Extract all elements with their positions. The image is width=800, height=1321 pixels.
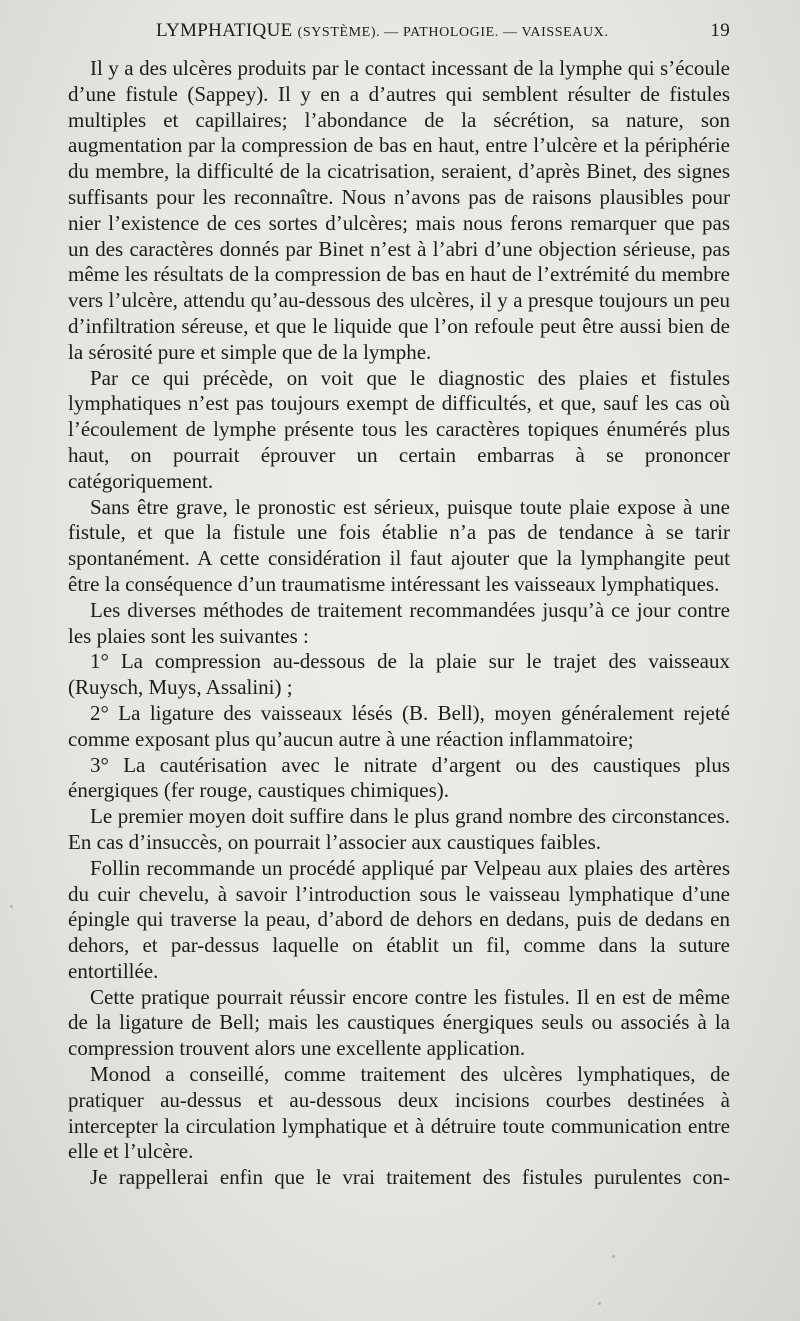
paragraph-ulceres: Il y a des ulcères produits par le contact incessant de la lymphe qui s’écoule d’une fistule (Sappey). Il y en a d’autres qui semblent résulter de fistules multiples et capillaires; l’abondance de la sécrétion, sa nature, son augmentation par la compression de bas en haut, entre l’ulcère et la périphérie du membre, la difficulté de la cicatrisation, seraient, d’après Binet, des signes suffisants pour les reconnaître. Nous n’avons pas de raisons plausibles pour nier l’existence de ces sortes d’ulcères; mais nous ferons remarquer que pas un des caractères donnés par Binet n’est à l’abri d’une objection sérieuse, pas même les résultats de la compression de bas en haut de l’extrémité du membre vers l’ulcère, attendu qu’au-dessous des ulcères, il y a presque toujours un peu d’infiltration séreuse, et que le liquide que l’on refoule peut être aussi bien de la sérosité pure et simple que de la lymphe.	[68, 56, 730, 364]
page-number: 19	[710, 20, 730, 41]
paragraph-methode-compression: 1° La compression au-dessous de la plaie sur le trajet des vaisseaux (Ruysch, Muys, Assalini) ;	[68, 649, 730, 700]
paper-speck	[612, 1255, 615, 1258]
paragraph-traitement-fistules: Je rappellerai enfin que le vrai traitement des fistules purulentes con-	[90, 1165, 730, 1190]
paragraph-pronostic: Sans être grave, le pronostic est sérieux, puisque toute plaie expose à une fistule, et que la fistule une fois établie n’a pas de tendance à se tarir spontanément. A cette considération il faut ajouter que la lymphangite peut être la conséquence d’un traumatisme intéressant les vaisseaux lymphatiques.	[68, 494, 730, 596]
running-title-main: LYMPHATIQUE	[156, 20, 293, 41]
paragraph-methode-ligature: 2° La ligature des vaisseaux lésés (B. Bell), moyen généralement rejeté comme exposant plus qu’aucun autre à une réaction inflammatoire;	[68, 700, 730, 751]
paper-speck	[598, 1302, 601, 1305]
paragraph-methode-cauterisation: 3° La cautérisation avec le nitrate d’argent ou des caustiques plus énergiques (fer rouge, caustiques chimiques).	[68, 752, 730, 803]
running-title-parts: (SYSTÈME). — PATHOLOGIE. — VAISSEAUX.	[297, 25, 609, 40]
paper-speck	[10, 905, 13, 908]
running-header	[68, 20, 730, 46]
paragraph-monod: Monod a conseillé, comme traitement des ulcères lymphatiques, de pratiquer au-dessus et au-dessous deux incisions courbes destinées à intercepter la circulation lymphatique et à détruire toute communication entre elle et l’ulcère.	[68, 1062, 730, 1164]
body-text	[68, 56, 730, 1191]
running-title	[156, 20, 609, 42]
paragraph-methodes-intro: Les diverses méthodes de traitement recommandées jusqu’à ce jour contre les plaies sont les suivantes :	[68, 597, 730, 648]
paragraph-follin: Follin recommande un procédé appliqué par Velpeau aux plaies des artères du cuir chevelu, à savoir l’introduction sous le vaisseau lymphatique d’une épingle qui traverse la peau, d’abord de dehors en dedans, puis de dedans en dehors, et par-dessus laquelle on établit un fil, comme dans la suture entortillée.	[68, 855, 730, 983]
paragraph-diagnostic: Par ce qui précède, on voit que le diagnostic des plaies et fistules lymphatiques n’est pas toujours exempt de difficultés, et que, sauf les cas où l’écoulement de lymphe présente tous les caractères topiques énumérés plus haut, on pourrait éprouver un certain embarras à se prononcer catégoriquement.	[68, 365, 730, 493]
paragraph-premier-moyen: Le premier moyen doit suffire dans le plus grand nombre des circonstances. En cas d’insuccès, on pourrait l’associer aux caustiques faibles.	[68, 804, 730, 854]
paragraph-pratique-fistules: Cette pratique pourrait réussir encore contre les fistules. Il en est de même de la ligature de Bell; mais les caustiques énergiques seuls ou associés à la compression trouvent alors une excellente application.	[68, 984, 730, 1061]
